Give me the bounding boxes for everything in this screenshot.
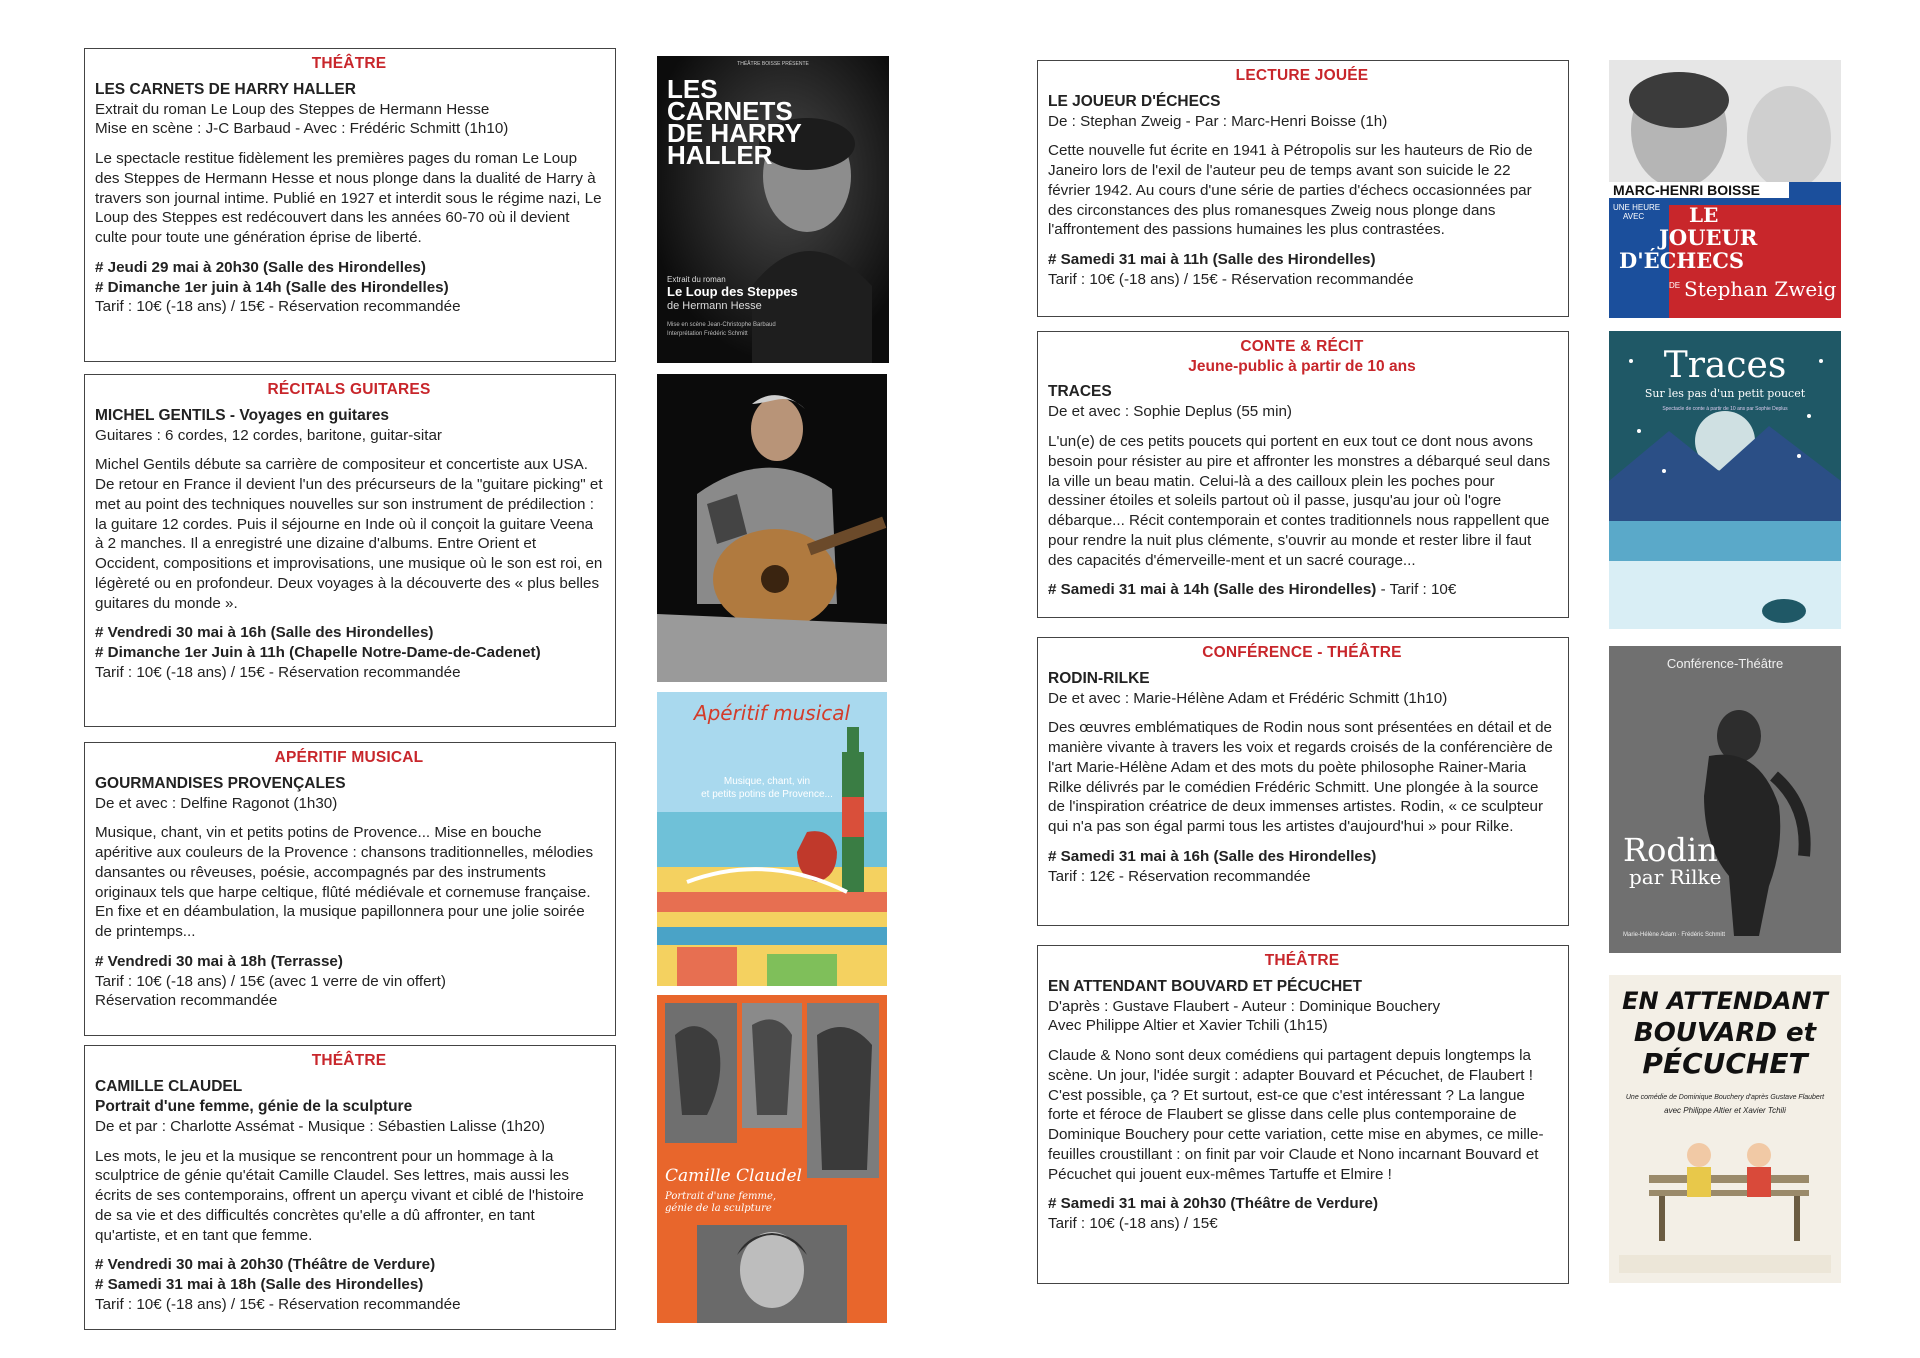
event-date: # Samedi 31 mai à 18h (Salle des Hirondelles) xyxy=(95,1276,424,1294)
event-price: Tarif : 10€ (-18 ans) / 15€ (avec 1 verre de vin offert) xyxy=(95,972,446,990)
event-meta: Mise en scène : J-C Barbaud - Avec : Frédéric Schmitt (1h10) xyxy=(95,120,509,138)
poster-joueur-avec: AVEC xyxy=(1623,212,1645,221)
guitarist-image xyxy=(657,374,887,682)
event-date: # Jeudi 29 mai à 20h30 (Salle des Hirondelles) xyxy=(95,258,426,276)
event-subtitle: Portrait d'une femme, génie de la sculpture xyxy=(95,1097,413,1115)
poster-rodin-rilke xyxy=(1609,646,1841,953)
poster-aperitif-musical xyxy=(657,692,887,986)
poster-bouvard-cast: avec Philippe Altier et Xavier Tchili xyxy=(1664,1106,1786,1115)
poster-bouvard-credits: Une comédie de Dominique Bouchery d'après Gustave Flaubert xyxy=(1625,1094,1825,1101)
event-date: # Samedi 31 mai à 14h (Salle des Hirondelles) xyxy=(1048,581,1377,599)
poster-traces xyxy=(1609,331,1841,629)
poster-joueur-echecs xyxy=(1609,60,1841,318)
poster-harry-mes: Mise en scène Jean-Christophe Barbaud xyxy=(667,322,776,328)
category-label: LECTURE JOUÉE xyxy=(1235,67,1369,84)
bouvard-art xyxy=(1609,975,1841,1283)
poster-aperitif-tag1: Musique, chant, vin xyxy=(723,776,811,787)
event-price: Tarif : 10€ (-18 ans) / 15€ - Réservation recommandée xyxy=(95,663,461,681)
poster-claudel-sub2: génie de la sculpture xyxy=(665,1203,772,1214)
poster-harry-int: Interprétation Frédéric Schmitt xyxy=(667,331,748,337)
poster-harry-l3: DE HARRY xyxy=(667,118,802,148)
poster-bouvard-pecuchet xyxy=(1609,975,1841,1283)
poster-harry-haller xyxy=(657,56,889,363)
poster-harry-l2: CARNETS xyxy=(667,96,793,126)
poster-joueur-dechecs: D'ÉCHECS xyxy=(1619,248,1745,273)
event-title: LE JOUEUR D'ÉCHECS xyxy=(1048,92,1221,110)
poster-rodin-top: Conférence-Théâtre xyxy=(1666,656,1784,671)
poster-bouvard-l1: EN ATTENDANT xyxy=(1622,987,1828,1015)
category-label: THÉÂTRE xyxy=(311,55,387,72)
event-description: Cette nouvelle fut écrite en 1941 à Pétropolis sur les hauteurs de Rio de Janeiro lors de l'exil de l'auteur peu de temps avant son suicide le 22 février 1942. Au cours d'une série de parties d'échecs occasionnées par des circonstances des plus romanesques Zweig nous plonge dans l'affrontement des passions humaines les plus contrastées. xyxy=(1048,142,1533,239)
event-card-traces xyxy=(1037,331,1569,618)
poster-joueur-le: LE xyxy=(1689,203,1719,227)
event-card-camille-claudel xyxy=(84,1045,616,1330)
poster-claudel-name: Camille Claudel xyxy=(665,1166,802,1186)
event-meta: De et avec : Delfine Ragonot (1h30) xyxy=(95,794,338,812)
poster-joueur-name: MARC-HENRI BOISSE xyxy=(1613,182,1761,198)
event-meta: De et par : Charlotte Assémat - Musique : Sébastien Lalisse (1h20) xyxy=(95,1117,545,1135)
poster-harry-small: Extrait du roman xyxy=(667,275,726,284)
category-label: THÉÂTRE xyxy=(1264,952,1340,969)
event-card-aperitif-musical xyxy=(84,742,616,1036)
event-description: Michel Gentils débute sa carrière de compositeur et concertiste aux USA. De retour en France il devient l'un des précurseurs de la "guitare picking" et met au point des techniques nouvelles sur son instrument de prédilection : la guitare 12 cordes. Puis il séjourne en Inde où il conçoit la guitare Veena à 2 manches. Il a enregistré une dizaine d'albums. Entre Orient et Occident, compositions et improvisations, une musique où le son est roi, en légèreté ou en profondeur. Deux voyages à la découverte des « plus belles guitares du monde ». xyxy=(95,456,603,612)
claudel-art xyxy=(657,995,887,1323)
category-label: CONFÉRENCE - THÉÂTRE xyxy=(1202,644,1402,661)
event-card-joueur-echecs xyxy=(1037,60,1569,317)
event-date: # Dimanche 1er Juin à 11h (Chapelle Notre-Dame-de-Cadenet) xyxy=(95,644,541,662)
poster-rodin-par: par Rilke xyxy=(1629,865,1722,889)
event-description: Des œuvres emblématiques de Rodin nous sont présentées en détail et de manière vivante à travers les voix et regards croisés de la conférencière de l'art Marie-Hélène Adam et des mots du poète philosophe Rainer-Maria Rilke délivrés par le comédien Frédéric Schmitt. Une plongée à la source de l'inspiration créatrice de deux immenses artistes. Rodin, « ce sculpteur qui n'a pas son égal parmi tous les artistes d'aujourd'hui » pour Rilke. xyxy=(1048,719,1553,836)
event-description: L'un(e) de ces petits poucets qui portent en eux tout ce dont nous avons besoin pour résister au pire et affronter les monstres a débarqué seul dans la ville un beau matin. Celui-là a des cailloux plein les poches pour dessiner étoiles et soleils partout où il passe, jusqu'au jour où l'ogre débarque... Récit contemporain et contes traditionnels nous rappellent que pour rendre la nuit plus clémente, s'ouvrir au monde et rester libre il faut des capacités d'émerveille-ment et un sacré courage... xyxy=(1048,433,1551,569)
poster-joueur-zweig: Stephan Zweig xyxy=(1684,277,1837,301)
event-price: Tarif : 10€ (-18 ans) / 15€ - Réservation recommandée xyxy=(95,1295,461,1313)
event-meta: De : Stephan Zweig - Par : Marc-Henri Boisse (1h) xyxy=(1048,112,1388,130)
category-label: RÉCITALS GUITARES xyxy=(267,381,431,398)
rodin-art xyxy=(1609,646,1841,953)
poster-joueur-de: DE xyxy=(1669,281,1681,290)
poster-aperitif-tag2: et petits potins de Provence... xyxy=(701,789,833,800)
event-date-row xyxy=(1048,580,1556,600)
event-title: MICHEL GENTILS - Voyages en guitares xyxy=(95,406,389,424)
poster-michel-gentils-photo xyxy=(657,374,887,682)
event-description: Les mots, le jeu et la musique se rencontrent pour un hommage à la sculptrice de génie qu'était Camille Claudel. Ses lettres, mais aussi les écrits de ses contemporains, offrent un aperçu vivant et ciblé de l'histoire de sa vie et des difficultés concrètes qu'elle a dû affronter, en tant qu'artiste, et en tant que femme. xyxy=(95,1147,584,1244)
event-card-michel-gentils xyxy=(84,374,616,727)
category-label: THÉÂTRE xyxy=(311,1052,387,1069)
poster-bouvard-l3: PÉCUCHET xyxy=(1642,1047,1808,1080)
poster-harry-art xyxy=(657,56,889,363)
poster-traces-title: Traces xyxy=(1663,345,1787,386)
poster-harry-top: THÉÂTRE BOISSE PRÉSENTE xyxy=(737,61,809,67)
event-meta: Guitares : 6 cordes, 12 cordes, baritone, guitar-sitar xyxy=(95,426,442,444)
event-date: # Samedi 31 mai à 11h (Salle des Hirondelles) xyxy=(1048,251,1376,269)
poster-claudel-sub1: Portrait d'une femme, xyxy=(665,1191,777,1202)
poster-harry-by: de Hermann Hesse xyxy=(667,300,762,312)
poster-traces-sub: Sur les pas d'un petit poucet xyxy=(1644,387,1806,400)
event-title: GOURMANDISES PROVENÇALES xyxy=(95,774,346,792)
event-price: Tarif : 12€ - Réservation recommandée xyxy=(1048,867,1311,885)
event-card-harry-haller xyxy=(84,48,616,362)
event-title: LES CARNETS DE HARRY HALLER xyxy=(95,80,356,98)
poster-rodin-name: Rodin xyxy=(1623,831,1718,869)
poster-camille-claudel xyxy=(657,995,887,1323)
event-meta: De et avec : Sophie Deplus (55 min) xyxy=(1048,403,1292,421)
event-price: - Tarif : 10€ xyxy=(1376,581,1457,599)
event-date: # Samedi 31 mai à 20h30 (Théâtre de Verdure) xyxy=(1048,1195,1379,1213)
event-date: # Samedi 31 mai à 16h (Salle des Hirondelles) xyxy=(1048,847,1377,865)
event-price: Tarif : 10€ (-18 ans) / 15€ xyxy=(1048,1215,1218,1233)
poster-traces-small: Spectacle de conte à partir de 10 ans par Sophie Deplus xyxy=(1662,406,1788,412)
traces-art xyxy=(1609,331,1841,629)
event-date: # Dimanche 1er juin à 14h (Salle des Hirondelles) xyxy=(95,278,449,296)
event-title: TRACES xyxy=(1048,383,1112,401)
event-price: Tarif : 10€ (-18 ans) / 15€ - Réservation recommandée xyxy=(1048,270,1414,288)
event-date: # Vendredi 30 mai à 20h30 (Théâtre de Verdure) xyxy=(95,1256,436,1274)
poster-rodin-small: Marie-Hélène Adam · Frédéric Schmitt xyxy=(1623,932,1726,938)
aperitif-art xyxy=(657,692,887,986)
event-date: # Vendredi 30 mai à 18h (Terrasse) xyxy=(95,952,343,970)
event-description: Claude & Nono sont deux comédiens qui partagent depuis longtemps la scène. Un jour, l'idée surgit : adapter Bouvard et Pécuchet, de Flaubert ! C'est possible, ça ? Et surtout, est-ce que c'est intéressant ? La langue forte et féroce de Flaubert se glisse dans celle plus contemporaine de Dominique Bouchery pour cette variation, cette mise en abymes, ce mille-feuilles croustillant : on finit par voir Claude et Nono incarnant Bouvard et Pécuchet qui jouent eux-mêmes Tartuffe et Elmire ! xyxy=(1048,1047,1544,1183)
poster-joueur-joueur: JOUEUR xyxy=(1659,225,1758,250)
poster-harry-big: Le Loup des Steppes xyxy=(667,284,798,299)
event-description: Le spectacle restitue fidèlement les premières pages du roman Le Loup des Steppes de Hermann Hesse et nous plonge dans la dualité de Harry à travers son journal intime. Publié en 1927 et interdit sous le régime nazi, Le Loup des Steppes est redécouvert dans les années 60-70 où il devient culte pour toute une génération éprise de liberté. xyxy=(95,150,602,247)
event-title: EN ATTENDANT BOUVARD ET PÉCUCHET xyxy=(1048,977,1363,995)
event-meta: De et avec : Marie-Hélène Adam et Frédéric Schmitt (1h10) xyxy=(1048,689,1448,707)
event-meta: D'après : Gustave Flaubert - Auteur : Dominique Bouchery xyxy=(1048,997,1441,1015)
joueur-art xyxy=(1609,60,1841,318)
category-label: APÉRITIF MUSICAL xyxy=(274,749,424,766)
event-card-bouvard-pecuchet xyxy=(1037,945,1569,1284)
event-date: # Vendredi 30 mai à 16h (Salle des Hirondelles) xyxy=(95,624,434,642)
event-price: Tarif : 10€ (-18 ans) / 15€ - Réservation recommandée xyxy=(95,298,461,316)
event-description: Musique, chant, vin et petits potins de Provence... Mise en bouche apéritive aux couleurs de la Provence : chansons traditionnelles, mélodies dansantes ou rêveuses, poésie, accompagnés par des instruments originaux tels que harpe celtique, flûté médiévale et cornemuse française. En fixe et en déambulation, la musique papillonnera pour une jolie soirée de printemps... xyxy=(95,824,594,941)
event-card-rodin-rilke xyxy=(1037,637,1569,926)
category-sublabel: Jeune-public à partir de 10 ans xyxy=(1188,357,1416,375)
poster-aperitif-title: Apéritif musical xyxy=(693,701,851,725)
event-title: RODIN-RILKE xyxy=(1048,669,1150,687)
poster-bouvard-l2: BOUVARD et xyxy=(1633,1018,1817,1048)
category-label: CONTE & RÉCIT xyxy=(1240,338,1364,355)
poster-joueur-une: UNE HEURE xyxy=(1613,203,1661,212)
poster-harry-l4: HALLER xyxy=(667,140,773,170)
event-price-note: Réservation recommandée xyxy=(95,992,278,1010)
event-title: CAMILLE CLAUDEL xyxy=(95,1077,243,1095)
poster-harry-l1: LES xyxy=(667,74,718,104)
event-meta: Avec Philippe Altier et Xavier Tchili (1h15) xyxy=(1048,1017,1328,1035)
event-meta: Extrait du roman Le Loup des Steppes de Hermann Hesse xyxy=(95,100,490,118)
